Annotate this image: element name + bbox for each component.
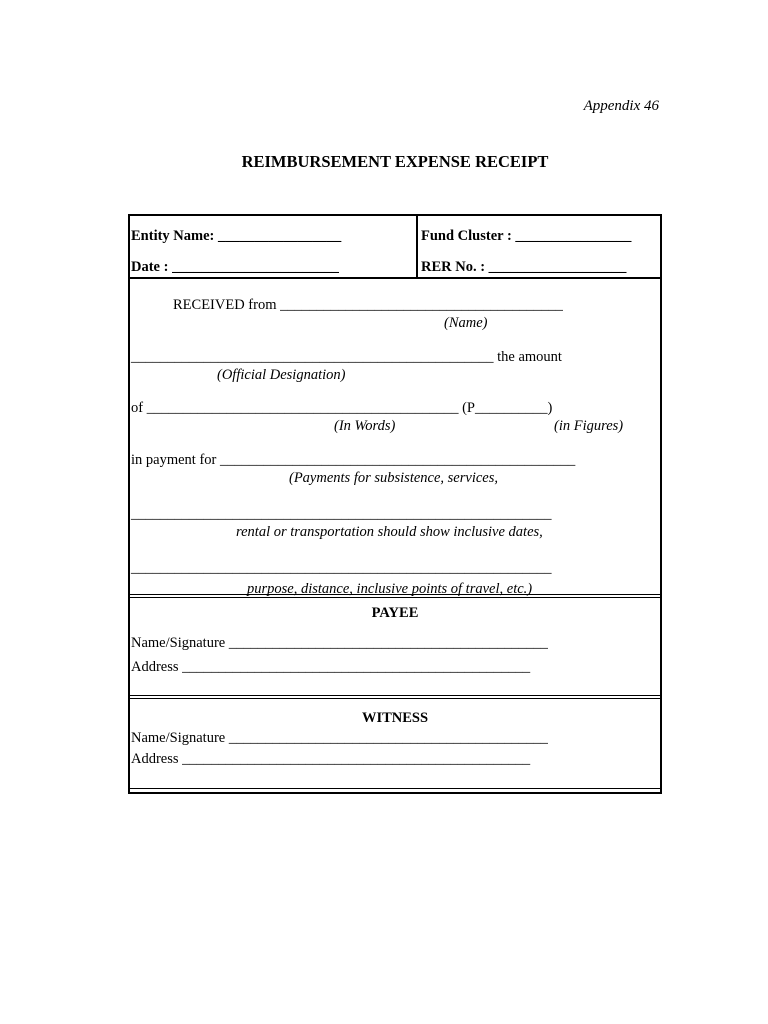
designation-line: __________________________________________________ the amount xyxy=(131,349,562,365)
blank-line-2: __________________________________________________________ xyxy=(131,560,552,576)
payee-address: Address ________________________________________________ xyxy=(131,659,531,675)
in-words-hint: (In Words) xyxy=(334,418,396,434)
payment-hint-2: rental or transportation should show inclusive dates, xyxy=(236,524,543,540)
amount-line: of ___________________________________________ (P__________) xyxy=(131,400,553,416)
received-from-line: RECEIVED from _______________________________________ xyxy=(173,297,563,313)
blank-line-1: __________________________________________________________ xyxy=(131,506,552,522)
in-figures-hint: (in Figures) xyxy=(554,418,624,434)
witness-name-signature: Name/Signature ____________________________________________ xyxy=(131,730,548,746)
rer-no-field: RER No. : ___________________ xyxy=(421,259,627,275)
page-title: REIMBURSEMENT EXPENSE RECEIPT xyxy=(241,152,549,171)
payment-hint-1: (Payments for subsistence, services, xyxy=(289,470,498,486)
entity-name-field: Entity Name: _________________ xyxy=(131,228,342,244)
date-field: Date : _______________________ xyxy=(131,259,339,275)
designation-hint: (Official Designation) xyxy=(217,367,346,383)
payee-name-signature: Name/Signature ____________________________________________ xyxy=(131,635,548,651)
witness-heading: WITNESS xyxy=(361,710,429,726)
payee-heading: PAYEE xyxy=(371,605,419,621)
fund-cluster-field: Fund Cluster : ________________ xyxy=(421,228,632,244)
appendix-label: Appendix 46 xyxy=(583,98,659,114)
payment-for-line: in payment for _________________________________________________ xyxy=(131,452,576,468)
name-hint: (Name) xyxy=(444,315,488,331)
witness-address: Address ________________________________________________ xyxy=(131,751,531,767)
payment-hint-3: purpose, distance, inclusive points of travel, etc.) xyxy=(247,581,533,597)
